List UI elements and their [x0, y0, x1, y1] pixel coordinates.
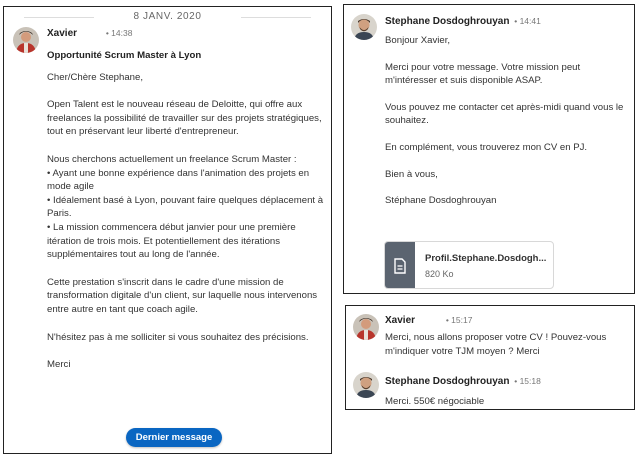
- sender-line: [385, 315, 472, 326]
- sender-line: [385, 16, 541, 27]
- message-paragraph: • Ayant une bonne expérience dans l'animation des projets en mode agile: [47, 167, 310, 193]
- message-time: • 14:41: [514, 16, 541, 26]
- message-time: • 14:38: [105, 28, 133, 38]
- message-paragraph: • Idéalement basé à Lyon, pouvant faire quelques déplacement à Paris.: [47, 194, 324, 220]
- message-paragraph: Cette prestation s'inscrit dans le cadre d'une mission de transformation digitale d'un client, sur laquelle nous intervenons entre autre en tant que coach agile.: [47, 276, 318, 315]
- message-paragraph: Open Talent est le nouveau réseau de Deloitte, qui offre aux freelances la possibilité de travailler sur des projets stratégiques, tout en préservant leur liberté d'entrepreneur.: [47, 99, 322, 138]
- sender-name[interactable]: Stephane Dosdoghrouyan: [385, 376, 510, 387]
- message-paragraph: Vous pouvez me contacter cet après-midi quand vous le souhaitez.: [385, 101, 624, 127]
- date-separator: 8 JANV. 2020: [4, 11, 331, 22]
- message-paragraph: N'hésitez pas à me solliciter si vous souhaitez des précisions.: [47, 331, 309, 343]
- message-paragraph: Merci: [47, 359, 71, 371]
- reply-message-panel: [343, 4, 635, 294]
- sender-line: [47, 28, 132, 39]
- message-text: Merci. 550€ négociable: [385, 396, 485, 407]
- message-time: • 15:18: [514, 376, 541, 386]
- message-subject: Opportunité Scrum Master à Lyon: [47, 50, 202, 61]
- message-paragraph: Bien à vous,: [385, 168, 438, 180]
- message-paragraph: Merci pour votre message. Votre mission peut m'intéresser et suis disponible ASAP.: [385, 61, 581, 87]
- document-icon: [385, 242, 415, 289]
- sender-name[interactable]: Xavier: [385, 315, 416, 326]
- message-text: Merci, nous allons proposer votre CV ! Pouvez-vous m'indiquer votre TJM moyen ? Merci: [385, 332, 607, 357]
- sender-name[interactable]: Xavier: [47, 28, 78, 39]
- message-paragraph: Cher/Chère Stephane,: [47, 71, 143, 83]
- message-time: • 15:17: [445, 315, 473, 325]
- message-paragraph: • La mission commencera début janvier pour une première itération de trois mois. Et potentiellement des itérations supplémentaires tout au long de l'année.: [47, 221, 296, 261]
- attachment-name[interactable]: Profil.Stephane.Dosdogh...: [425, 253, 547, 264]
- followup-message-panel: [345, 305, 635, 410]
- last-message-button[interactable]: Dernier message: [126, 428, 222, 447]
- message-paragraph: En complément, vous trouverez mon CV en PJ.: [385, 141, 588, 153]
- sender-line: [385, 376, 541, 387]
- attachment-size: 820 Ko: [425, 269, 454, 279]
- message-body: [47, 49, 325, 372]
- message-paragraph: Bonjour Xavier,: [385, 35, 451, 46]
- avatar-stephane[interactable]: [353, 372, 379, 398]
- avatar-stephane[interactable]: [351, 14, 377, 40]
- attachment-card[interactable]: [384, 241, 554, 289]
- sender-name[interactable]: Stephane Dosdoghrouyan: [385, 16, 510, 27]
- left-message-panel: [3, 6, 332, 454]
- avatar-xavier[interactable]: [353, 314, 379, 340]
- message-paragraph: Nous cherchons actuellement un freelance Scrum Master :: [47, 153, 297, 165]
- message-paragraph: Stéphane Dosdoghrouyan: [385, 195, 497, 207]
- message-body: [385, 34, 630, 208]
- avatar-xavier[interactable]: [13, 27, 39, 53]
